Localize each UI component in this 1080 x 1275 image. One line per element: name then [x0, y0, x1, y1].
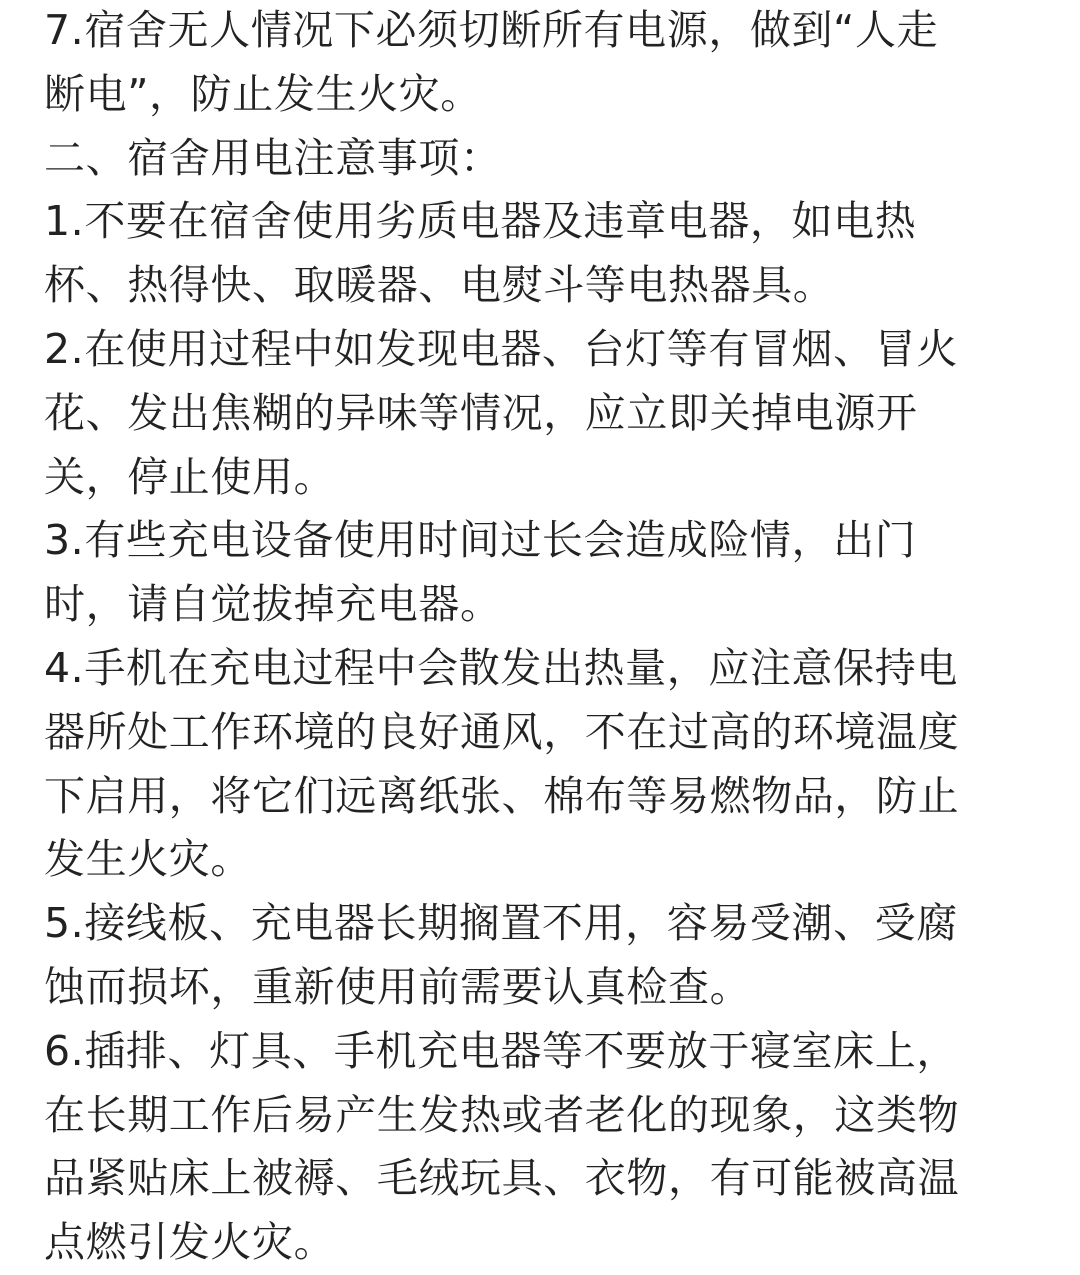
text-line: 花、发出焦糊的异味等情况，应立即关掉电源开 — [44, 388, 918, 437]
text-line: 2.在使用过程中如发现电器、台灯等有冒烟、冒火 — [44, 324, 958, 373]
text-line: 1.不要在宿舍使用劣质电器及违章电器，如电热 — [44, 197, 917, 246]
text-line: 7.宿舍无人情况下必须切断所有电源，做到“人走 — [44, 6, 939, 54]
text-line: 品紧贴床上被褥、毛绒玩具、衣物，有可能被高温 — [44, 1154, 960, 1203]
text-line: 杯、热得快、取暖器、电熨斗等电热器具。 — [44, 261, 835, 310]
text-line: 6.插排、灯具、手机充电器等不要放于寝室床上， — [44, 1026, 958, 1075]
text-line: 4.手机在充电过程中会散发出热量，应注意保持电 — [44, 643, 958, 692]
document-body — [44, 0, 1044, 1275]
text-line: 发生火灾。 — [44, 835, 252, 884]
text-line: 在长期工作后易产生发热或者老化的现象，这类物 — [44, 1090, 960, 1139]
section-heading: 二、宿舍用电注意事项： — [44, 133, 502, 182]
text-line: 蚀而损坏，重新使用前需要认真检查。 — [44, 962, 752, 1011]
text-line: 断电”，防止发生火灾。 — [44, 69, 482, 118]
text-line: 3.有些充电设备使用时间过长会造成险情，出门 — [44, 516, 917, 565]
text-line: 5.接线板、充电器长期搁置不用，容易受潮、受腐 — [44, 899, 958, 948]
text-line: 时，请自觉拔掉充电器。 — [44, 580, 502, 629]
text-line: 关，停止使用。 — [44, 452, 336, 501]
text-line: 点燃引发火灾。 — [44, 1218, 336, 1267]
text-line: 下启用，将它们远离纸张、棉布等易燃物品，防止 — [44, 771, 960, 820]
text-line: 器所处工作环境的良好通风，不在过高的环境温度 — [44, 707, 960, 756]
